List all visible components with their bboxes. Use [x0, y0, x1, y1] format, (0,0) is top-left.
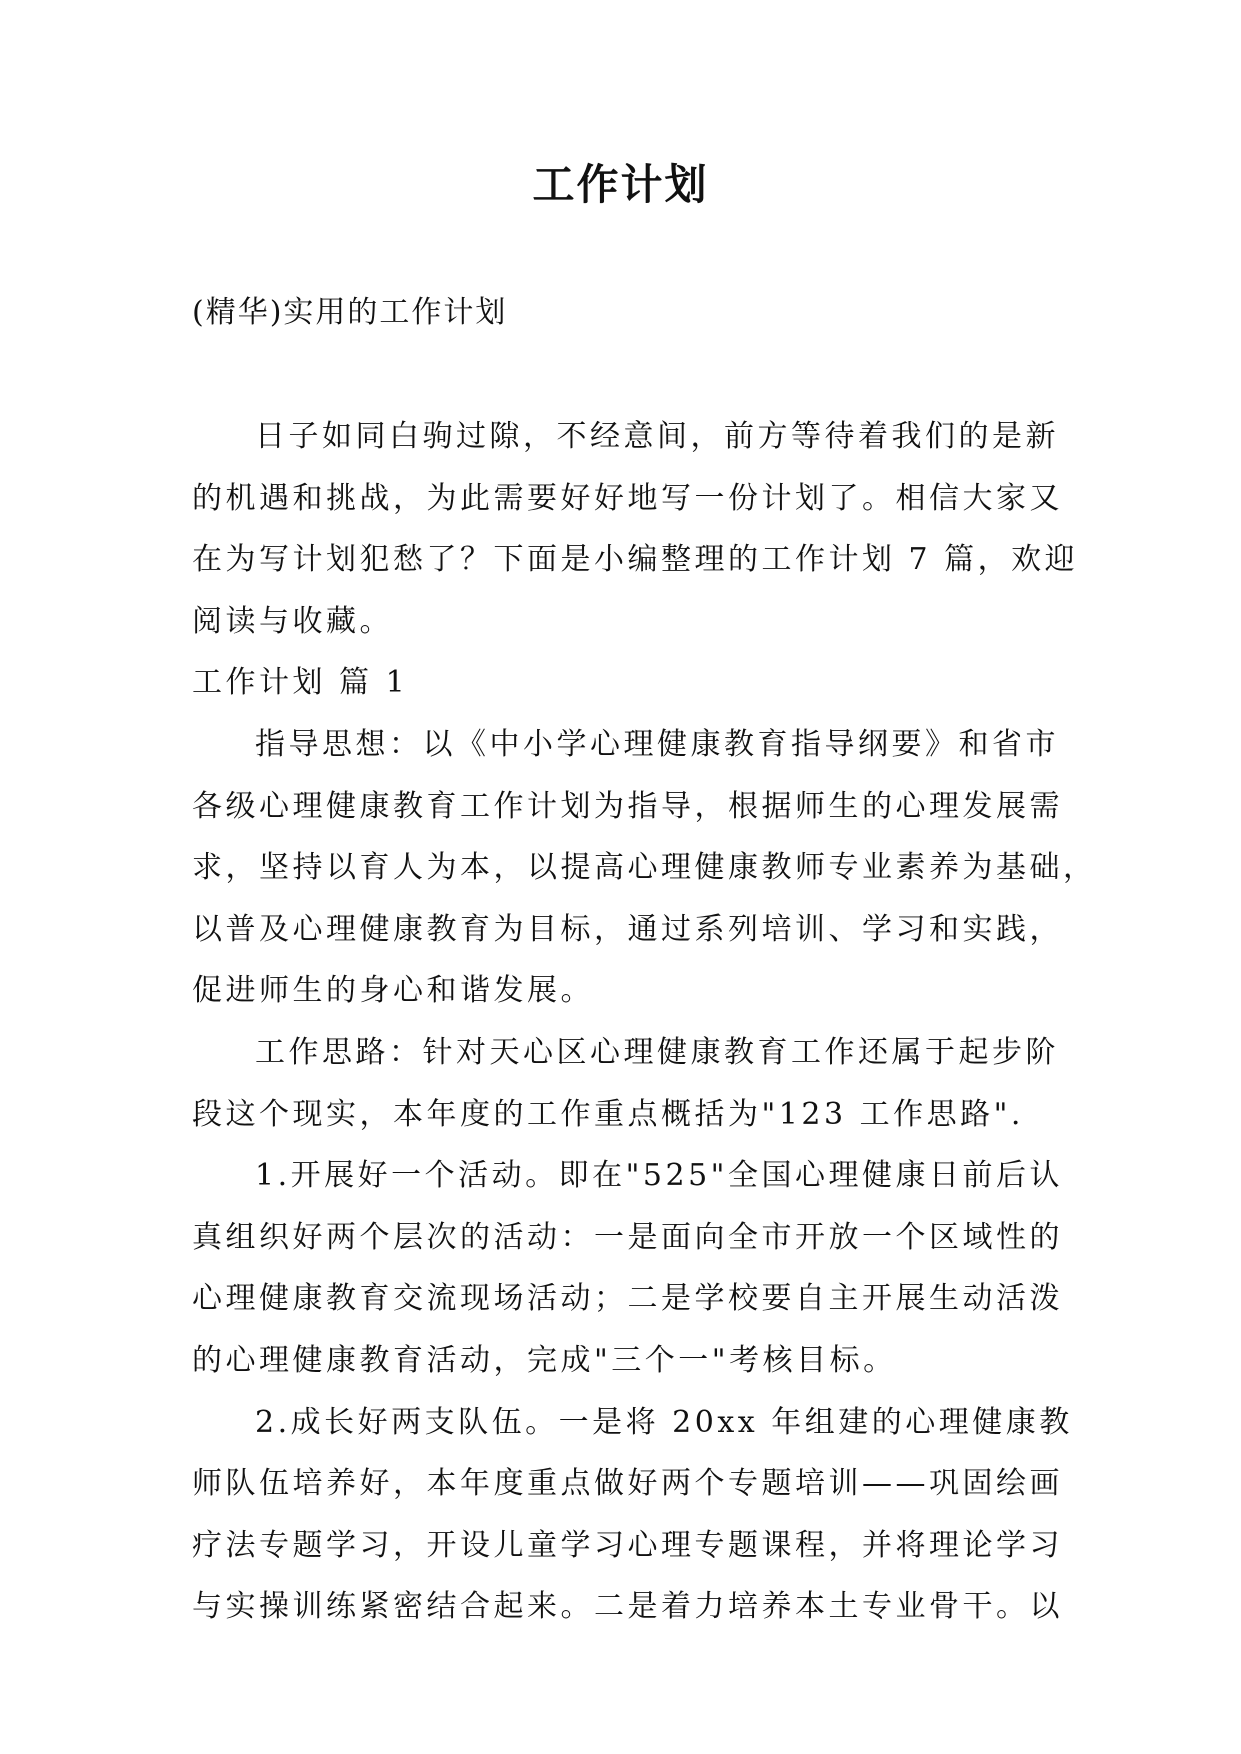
paragraph-line: 与实操训练紧密结合起来。二是着力培养本土专业骨干。以: [192, 1589, 1063, 1625]
paragraph-line: 在为写计划犯愁了？下面是小编整理的工作计划 7 篇，欢迎: [192, 542, 1079, 578]
paragraph-line: 真组织好两个层次的活动：一是面向全市开放一个区域性的: [192, 1219, 1063, 1255]
document-body: [192, 406, 1097, 1638]
paragraph-line: 指导思想：以《中小学心理健康教育指导纲要》和省市: [255, 726, 1059, 762]
paragraph-line: 段这个现实，本年度的工作重点概括为"123 工作思路".: [192, 1096, 1024, 1132]
paragraph-line: 师队伍培养好，本年度重点做好两个专题培训——巩固绘画: [192, 1466, 1063, 1502]
section-heading: 工作计划 篇 1: [192, 665, 409, 701]
paragraph-line: 求，坚持以育人为本，以提高心理健康教师专业素养为基础，: [192, 850, 1097, 886]
paragraph-line: 以普及心理健康教育为目标，通过系列培训、学习和实践，: [192, 911, 1063, 947]
paragraph-line: 的心理健康教育活动，完成"三个一"考核目标。: [192, 1342, 897, 1378]
paragraph-line: 心理健康教育交流现场活动；二是学校要自主开展生动活泼: [192, 1281, 1063, 1317]
paragraph-line: 工作思路：针对天心区心理健康教育工作还属于起步阶: [255, 1034, 1059, 1070]
paragraph-line: 促进师生的身心和谐发展。: [192, 973, 594, 1009]
paragraph-line: 日子如同白驹过隙，不经意间，前方等待着我们的是新: [255, 419, 1059, 454]
paragraph-line: 2.成长好两支队伍。一是将 20xx 年组建的心理健康教: [255, 1404, 1073, 1440]
document-subtitle: (精华)实用的工作计划: [192, 295, 508, 330]
paragraph-line: 1.开展好一个活动。即在"525"全国心理健康日前后认: [255, 1158, 1063, 1194]
paragraph-line: 的机遇和挑战，为此需要好好地写一份计划了。相信大家又: [192, 480, 1063, 516]
paragraph-line: 阅读与收藏。: [192, 603, 393, 639]
paragraph-line: 各级心理健康教育工作计划为指导，根据师生的心理发展需: [192, 788, 1063, 824]
document-title: 工作计划: [532, 160, 709, 209]
paragraph-line: 疗法专题学习，开设儿童学习心理专题课程，并将理论学习: [192, 1527, 1063, 1563]
